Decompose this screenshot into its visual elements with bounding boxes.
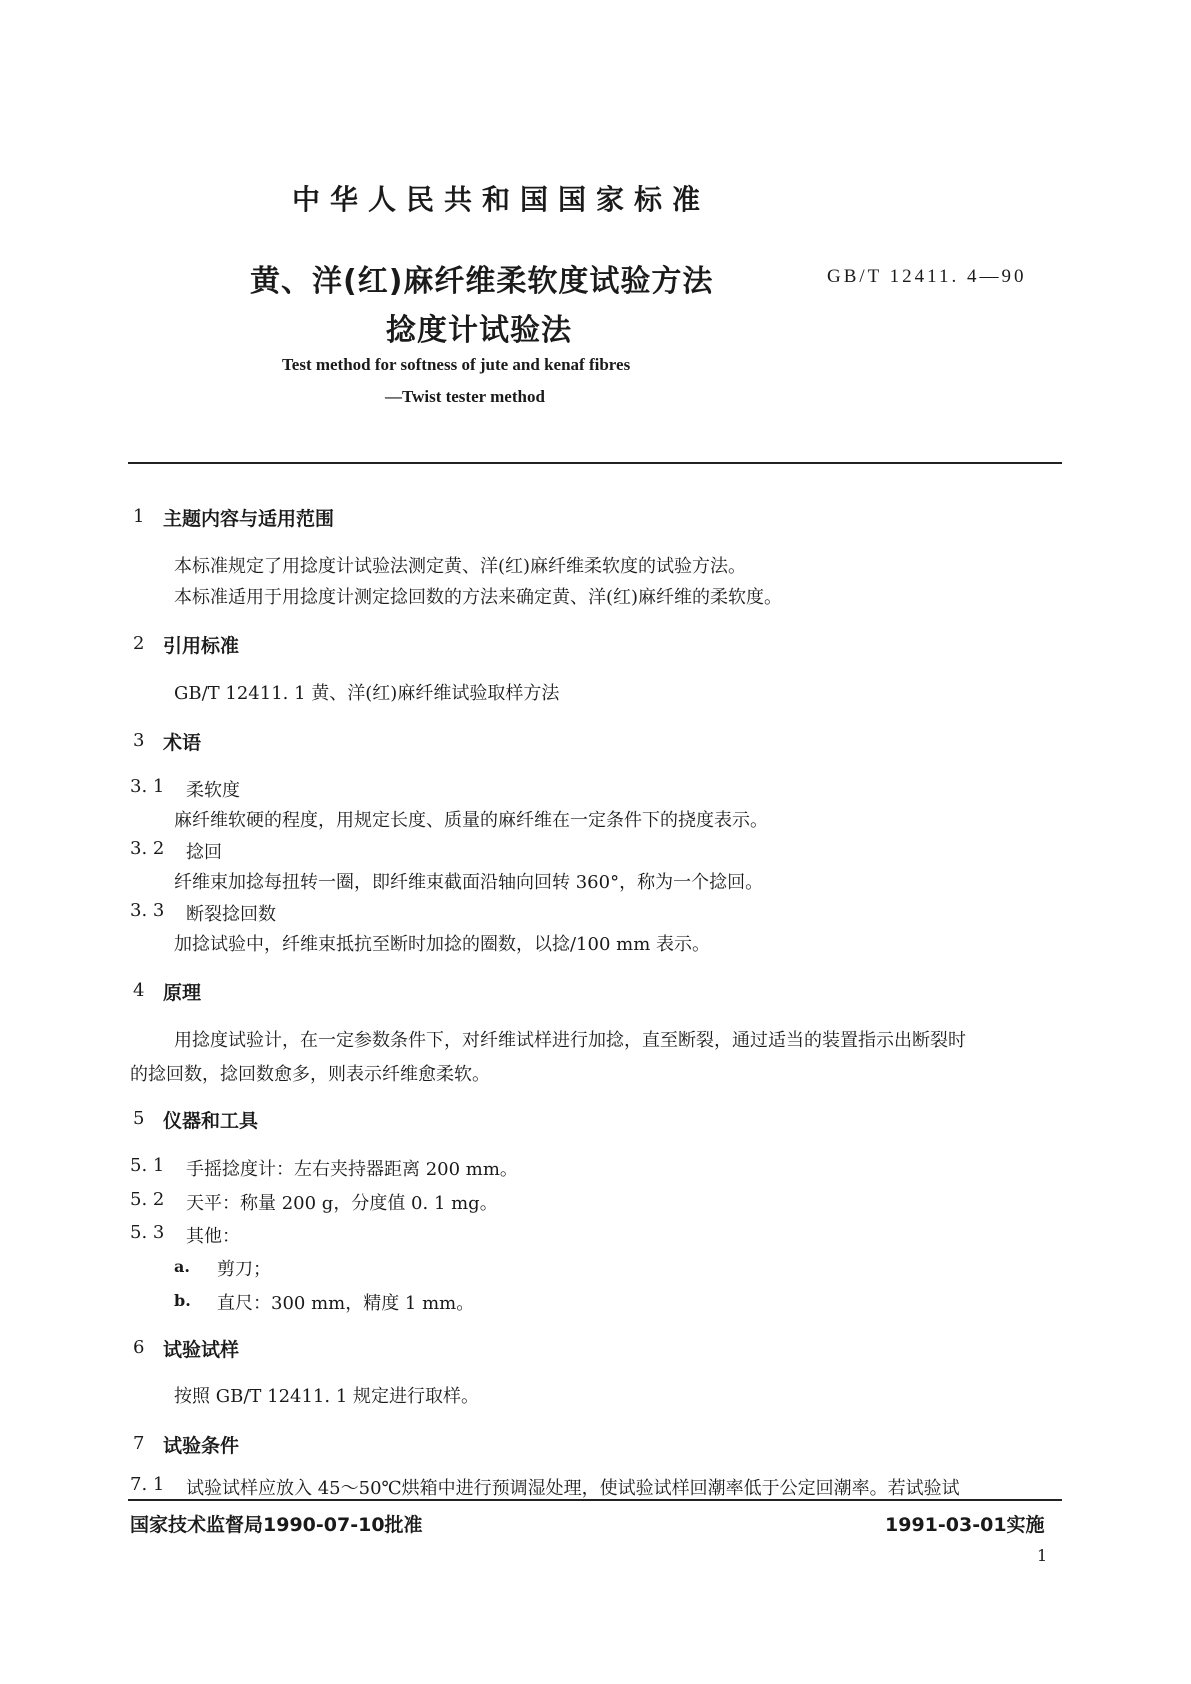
subsection-3-3-text: 加捻试验中，纤维束抵抗至断时加捻的圈数，以捻/100 mm 表示。: [174, 934, 710, 955]
section-3-number: 3: [133, 730, 145, 751]
subsection-3-2-text: 纤维束加捻每扭转一圈，即纤维束截面沿轴向回转 360°，称为一个捻回。: [174, 872, 764, 893]
section-4-title: 原理: [163, 982, 202, 1004]
document-title-line1: 黄、洋(红)麻纤维柔软度试验方法: [250, 264, 714, 299]
section-4-paragraph-line2: 的捻回数，捻回数愈多，则表示纤维愈柔软。: [130, 1064, 490, 1085]
section-4-paragraph-line1: 用捻度试验计，在一定参数条件下，对纤维试样进行加捻，直至断裂，通过适当的装置指示出断裂时: [174, 1030, 966, 1051]
subsection-5-3-number: 5. 3: [130, 1222, 165, 1243]
header-divider: [128, 462, 1062, 464]
section-4-number: 4: [133, 980, 145, 1001]
section-7-number: 7: [133, 1433, 145, 1454]
subsection-5-1-number: 5. 1: [130, 1155, 165, 1176]
subsection-5-1-text: 手摇捻度计：左右夹持器距离 200 mm。: [186, 1159, 518, 1180]
section-1-number: 1: [133, 506, 145, 527]
list-item-a-text: 剪刀；: [217, 1259, 271, 1280]
section-1-title: 主题内容与适用范围: [163, 508, 335, 530]
section-1-paragraph-1: 本标准规定了用捻度计试验法测定黄、洋(红)麻纤维柔软度的试验方法。: [174, 556, 747, 577]
subsection-3-1-number: 3. 1: [130, 776, 165, 797]
subsection-5-3-text: 其他：: [186, 1226, 240, 1247]
section-5-number: 5: [133, 1108, 145, 1129]
effective-date: 1991-03-01实施: [885, 1514, 1045, 1536]
section-2-title: 引用标准: [163, 635, 240, 657]
subsection-7-1-number: 7. 1: [130, 1474, 165, 1495]
section-2-reference: GB/T 12411. 1 黄、洋(红)麻纤维试验取样方法: [174, 683, 560, 704]
section-2-number: 2: [133, 633, 145, 654]
footer-divider: [128, 1499, 1062, 1501]
list-item-a-letter: a.: [174, 1257, 190, 1276]
subsection-3-2-title: 捻回: [186, 842, 222, 863]
section-6-paragraph: 按照 GB/T 12411. 1 规定进行取样。: [174, 1386, 479, 1407]
subsection-5-2-text: 天平：称量 200 g，分度值 0. 1 mg。: [186, 1193, 498, 1214]
subsection-3-3-title: 断裂捻回数: [186, 904, 276, 925]
subsection-3-3-number: 3. 3: [130, 900, 165, 921]
list-item-b-text: 直尺：300 mm，精度 1 mm。: [217, 1293, 475, 1314]
subsection-7-1-text: 试验试样应放入 45～50℃烘箱中进行预调湿处理，使试验试样回潮率低于公定回潮率。若试验试: [186, 1478, 960, 1499]
page-number: 1: [1037, 1546, 1048, 1565]
standard-code: GB/T 12411. 4—90: [827, 266, 1027, 287]
list-item-b-letter: b.: [174, 1291, 191, 1310]
section-5-title: 仪器和工具: [163, 1110, 259, 1132]
subsection-3-1-title: 柔软度: [186, 780, 240, 801]
section-6-number: 6: [133, 1337, 145, 1358]
english-title-line1: Test method for softness of jute and kenaf fibres: [282, 355, 631, 374]
document-title-line2: 捻度计试验法: [386, 313, 572, 348]
section-6-title: 试验试样: [163, 1339, 240, 1361]
subsection-5-2-number: 5. 2: [130, 1189, 165, 1210]
section-1-paragraph-2: 本标准适用于用捻度计测定捻回数的方法来确定黄、洋(红)麻纤维的柔软度。: [174, 587, 783, 608]
national-standard-heading: 中华人民共和国国家标准: [292, 183, 711, 216]
approval-date: 国家技术监督局1990-07-10批准: [130, 1514, 423, 1536]
subsection-3-2-number: 3. 2: [130, 838, 165, 859]
section-3-title: 术语: [163, 732, 202, 754]
english-title-line2: —Twist tester method: [385, 387, 545, 406]
section-7-title: 试验条件: [163, 1435, 240, 1457]
subsection-3-1-text: 麻纤维软硬的程度，用规定长度、质量的麻纤维在一定条件下的挠度表示。: [174, 810, 768, 831]
